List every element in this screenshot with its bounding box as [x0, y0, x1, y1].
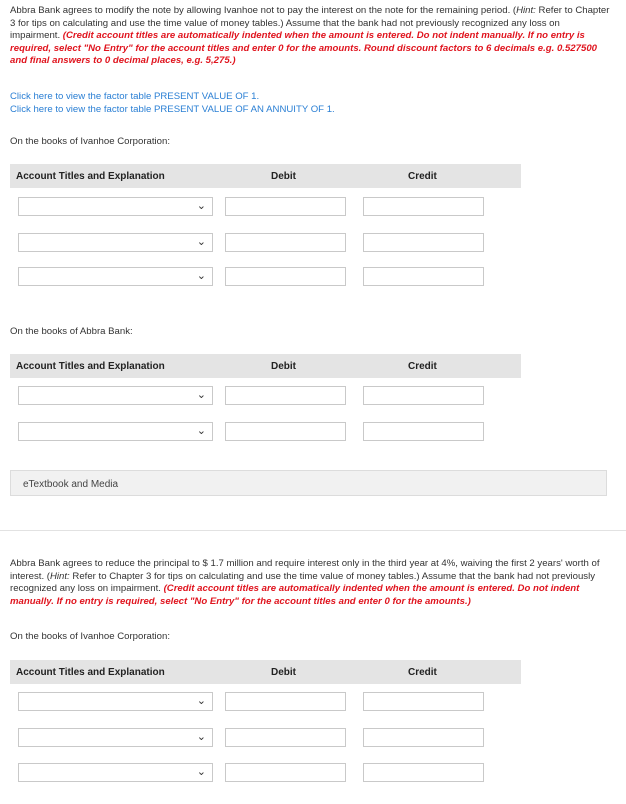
section-divider: [0, 530, 626, 531]
account-title-select[interactable]: [18, 763, 213, 782]
debit-header: Debit: [271, 361, 296, 372]
credit-header: Credit: [408, 361, 437, 372]
debit-input[interactable]: [225, 422, 346, 441]
account-title-select[interactable]: [18, 233, 213, 252]
question-paragraph-2: Abbra Bank agrees to reduce the principal to $ 1.7 million and require interest only in the third year at 4%, waiving the first 2 years' worth of interest. (Hint: Refer to Chapter 3 for tips on calculating and use the time value of money tables.) Assume that the bank had not previously recognized any loss on impairment. (Credit account titles are automatically indented when the amount is entered. Do not indent manually. If no entry is required, select "No Entry" for the account titles and enter 0 for the amounts.): [10, 558, 600, 607]
chevron-down-icon: ⌄: [196, 389, 206, 401]
debit-input[interactable]: [225, 728, 346, 747]
account-titles-header: Account Titles and Explanation: [16, 171, 165, 182]
ivanhoe-books-label: On the books of Ivanhoe Corporation:: [10, 136, 170, 147]
debit-header: Debit: [271, 171, 296, 182]
credit-header: Credit: [408, 667, 437, 678]
journal-table-header: [10, 164, 521, 188]
chevron-down-icon: ⌄: [196, 766, 206, 778]
present-value-of-1-link[interactable]: Click here to view the factor table PRESENT VALUE OF 1.: [10, 91, 260, 102]
chevron-down-icon: ⌄: [196, 236, 206, 248]
credit-input[interactable]: [363, 233, 484, 252]
debit-input[interactable]: [225, 267, 346, 286]
abbra-books-label: On the books of Abbra Bank:: [10, 326, 133, 337]
account-title-select[interactable]: [18, 422, 213, 441]
credit-input[interactable]: [363, 386, 484, 405]
account-titles-header: Account Titles and Explanation: [16, 361, 165, 372]
credit-input[interactable]: [363, 692, 484, 711]
chevron-down-icon: ⌄: [196, 731, 206, 743]
account-title-select[interactable]: [18, 267, 213, 286]
ivanhoe-books-label: On the books of Ivanhoe Corporation:: [10, 631, 170, 642]
credit-input[interactable]: [363, 728, 484, 747]
credit-header: Credit: [408, 171, 437, 182]
etextbook-media-button[interactable]: eTextbook and Media: [10, 470, 607, 496]
account-title-select[interactable]: [18, 386, 213, 405]
credit-input[interactable]: [363, 763, 484, 782]
journal-table-header: [10, 660, 521, 684]
debit-input[interactable]: [225, 763, 346, 782]
instruction-text: (Credit account titles are automatically indented when the amount is entered. Do not indent manually. If no entry is required, select "No Entry" for the account titles and enter 0 for the amounts.): [10, 583, 580, 607]
question-paragraph-1: Abbra Bank agrees to modify the note by allowing Ivanhoe not to pay the interest on the note for the remaining period. (Hint: Refer to Chapter 3 for tips on calculating and use the time value of money tables.) Assume that the bank had not previously recognized any loss on impairment. (Credit account titles are automatically indented when the amount is entered. Do not indent manually. If no entry is required, select "No Entry" for the account titles and enter 0 for the amounts. Round discount factors to 6 decimals e.g. 0.527500 and final answers to 0 decimal places, e.g. 5,275.): [10, 5, 610, 67]
account-title-select[interactable]: [18, 197, 213, 216]
chevron-down-icon: ⌄: [196, 270, 206, 282]
debit-header: Debit: [271, 667, 296, 678]
debit-input[interactable]: [225, 692, 346, 711]
account-titles-header: Account Titles and Explanation: [16, 667, 165, 678]
journal-table-header: [10, 354, 521, 378]
instruction-text: (Credit account titles are automatically indented when the amount is entered. Do not indent manually. If no entry is required, select "No Entry" for the account titles and enter 0 for the amounts. Round discount factors to 6 decimals e.g. 0.527500 and final answers to 0 decimal places, e.g. 5,275.): [10, 30, 597, 67]
debit-input[interactable]: [225, 386, 346, 405]
account-title-select[interactable]: [18, 692, 213, 711]
credit-input[interactable]: [363, 422, 484, 441]
chevron-down-icon: ⌄: [196, 695, 206, 707]
credit-input[interactable]: [363, 267, 484, 286]
debit-input[interactable]: [225, 233, 346, 252]
debit-input[interactable]: [225, 197, 346, 216]
present-value-annuity-link[interactable]: Click here to view the factor table PRESENT VALUE OF AN ANNUITY OF 1.: [10, 104, 335, 115]
chevron-down-icon: ⌄: [196, 425, 206, 437]
chevron-down-icon: ⌄: [196, 200, 206, 212]
account-title-select[interactable]: [18, 728, 213, 747]
credit-input[interactable]: [363, 197, 484, 216]
